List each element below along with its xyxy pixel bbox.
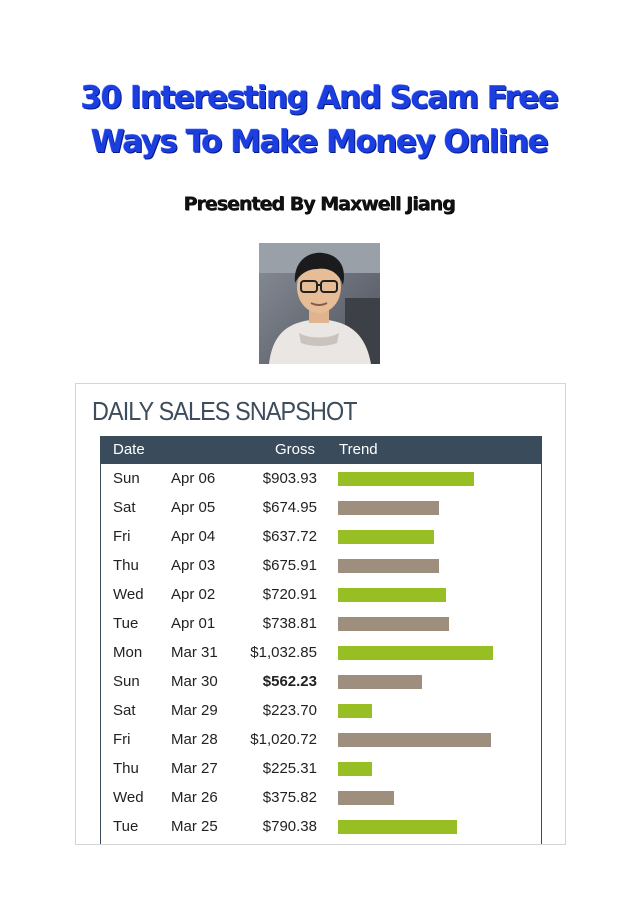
row-gross: $675.91 [262,557,317,574]
table-header [101,436,541,464]
table-row [101,812,541,841]
column-header-gross: Gross [275,441,316,458]
row-gross: $1,020.72 [250,731,317,748]
row-date: Apr 01 [171,615,216,632]
table-row [101,464,541,493]
row-gross: $562.23 [262,673,317,690]
table-row [101,754,541,783]
row-gross: $375.82 [262,789,317,806]
author-byline: Presented By Maxwell Jiang [183,193,455,215]
trend-bar [338,501,439,515]
row-gross: $790.38 [262,818,317,835]
row-date: Apr 02 [171,586,216,603]
row-day: Sun [113,673,140,690]
trend-bar [338,646,493,660]
trend-bar [338,472,474,486]
row-gross: $223.70 [262,702,317,719]
column-header-date: Date [113,441,145,458]
row-date: Mar 30 [171,673,218,690]
table-row [101,493,541,522]
row-gross: $637.72 [262,528,317,545]
row-date: Mar 31 [171,644,218,661]
table-row [101,551,541,580]
row-day: Mon [113,644,143,661]
sales-table [100,436,542,845]
trend-bar [338,559,439,573]
row-day: Sat [113,702,136,719]
trend-bar [338,530,434,544]
row-date: Mar 26 [171,789,218,806]
daily-sales-snapshot [75,383,566,845]
document-title-line-1: 30 Interesting And Scam Free [80,80,558,116]
row-day: Wed [113,789,144,806]
row-day: Wed [113,586,144,603]
trend-bar [338,617,449,631]
row-day: Tue [113,615,139,632]
table-row [101,696,541,725]
row-day: Thu [113,557,139,574]
table-row [101,667,541,696]
trend-bar [338,733,491,747]
row-gross: $1,032.85 [250,644,317,661]
author-portrait-image [259,243,380,364]
table-row [101,609,541,638]
snapshot-title: DAILY SALES SNAPSHOT [92,396,357,426]
table-row [101,580,541,609]
trend-bar [338,820,457,834]
row-date: Mar 29 [171,702,218,719]
table-row [101,522,541,551]
row-gross: $225.31 [262,760,317,777]
row-gross: $738.81 [262,615,317,632]
table-row [101,725,541,754]
row-day: Tue [113,818,139,835]
row-date: Mar 28 [171,731,218,748]
row-gross: $674.95 [262,499,317,516]
document-title-line-2: Ways To Make Money Online [90,124,548,160]
row-date: Mar 27 [171,760,218,777]
row-date: Apr 06 [171,470,216,487]
trend-bar [338,704,372,718]
row-day: Fri [113,528,131,545]
row-date: Apr 04 [171,528,216,545]
trend-bar [338,762,372,776]
trend-bar [338,588,446,602]
trend-bar [338,675,422,689]
row-day: Fri [113,731,131,748]
trend-bar [338,791,394,805]
row-day: Thu [113,760,139,777]
row-date: Apr 05 [171,499,216,516]
author-photo [259,243,380,364]
row-date: Apr 03 [171,557,216,574]
row-gross: $720.91 [262,586,317,603]
table-row [101,783,541,812]
column-header-trend: Trend [339,441,378,458]
row-gross: $903.93 [262,470,317,487]
row-day: Sat [113,499,136,516]
table-row [101,638,541,667]
row-date: Mar 25 [171,818,218,835]
row-day: Sun [113,470,140,487]
